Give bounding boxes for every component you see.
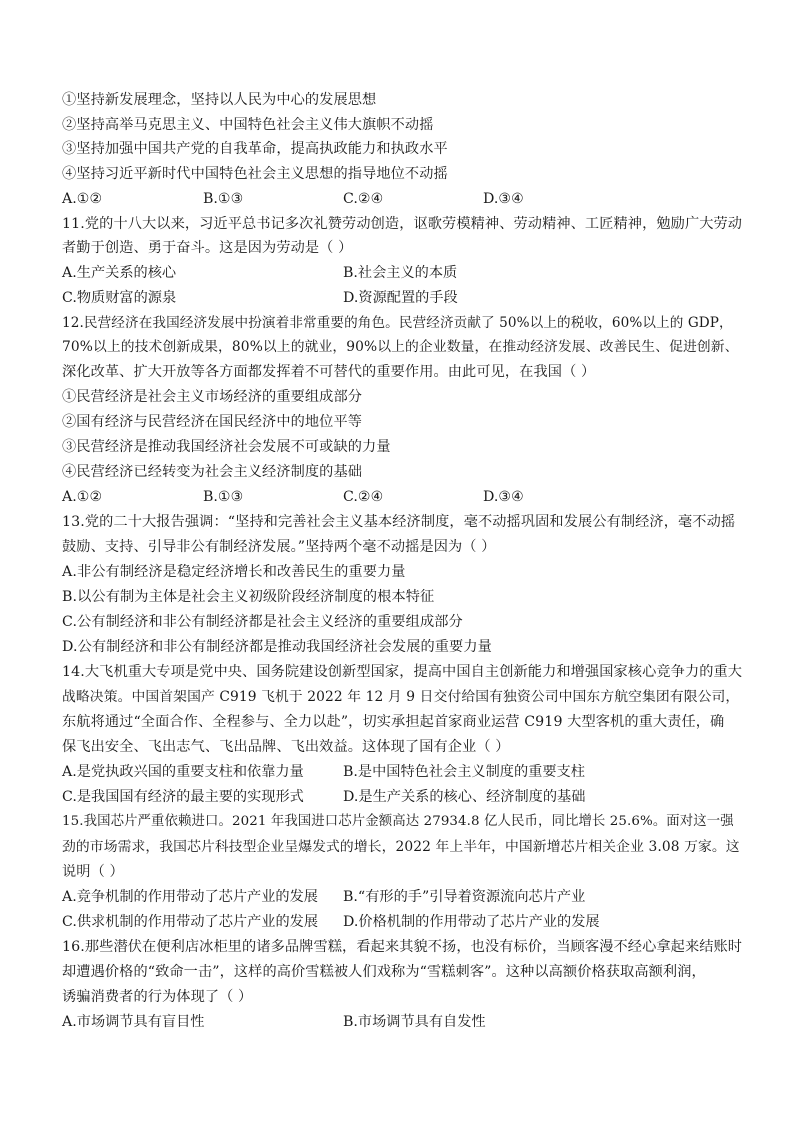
q15-option-c: C.供求机制的作用带动了芯片产业的发展 <box>62 914 319 930</box>
q11-stem-line-2: 者勤于创造、勇于奋斗。这是因为劳动是（ ） <box>62 240 353 256</box>
q13-option-a: A.非公有制经济是稳定经济增长和改善民生的重要力量 <box>62 564 406 580</box>
q16-stem-line-1: 16.那些潜伏在便利店冰柜里的诸多品牌雪糕，看起来其貌不扬，也没有标价，当顾客漫不经心拿起来结账时 <box>62 939 743 955</box>
q15-stem-line-1: 15.我国芯片严重依赖进口。2021 年我国进口芯片金额高达 27934.8 亿人民币，同比增长 25.6%。面对这一强 <box>62 814 734 829</box>
q12-statement-1: ①民营经济是社会主义市场经济的重要组成部分 <box>62 389 363 405</box>
statement-2: ②坚持高举马克思主义、中国特色社会主义伟大旗帜不动摇 <box>62 117 434 133</box>
q10-option-a: A.①② <box>62 191 103 207</box>
q11-option-d: D.资源配置的手段 <box>343 290 458 306</box>
q12-statement-4: ④民营经济已经转变为社会主义经济制度的基础 <box>62 464 363 480</box>
q15-option-b: B.“有形的手”引导着资源流向芯片产业 <box>343 889 586 905</box>
q15-option-a: A.竞争机制的作用带动了芯片产业的发展 <box>62 889 318 905</box>
q12-stem-line-3: 深化改革、扩大开放等各方面都发挥着不可替代的重要作用。由此可见，在我国（ ） <box>62 364 596 380</box>
q12-option-c: C.②④ <box>343 489 384 505</box>
q14-stem-line-1: 14.大飞机重大专项是党中央、国务院建设创新型国家，提高中国自主创新能力和增强国家核心竞争力的重大 <box>62 664 743 680</box>
q10-option-b: B.①③ <box>203 191 244 207</box>
q16-stem-line-3: 诱骗消费者的行为体现了（ ） <box>62 989 253 1005</box>
q11-option-a: A.生产关系的核心 <box>62 265 177 281</box>
q11-option-b: B.社会主义的本质 <box>343 265 458 281</box>
q15-stem-line-2: 劲的市场需求，我国芯片科技型企业呈爆发式的增长，2022 年上半年，中国新增芯片相关企业 3.08 万家。这 <box>62 839 740 855</box>
q14-option-c: C.是我国国有经济的最主要的实现形式 <box>62 789 304 805</box>
q14-stem-line-4: 保飞出安全、飞出志气、飞出品牌、飞出效益。这体现了国有企业（ ） <box>62 739 510 755</box>
statement-4: ④坚持习近平新时代中国特色社会主义思想的指导地位不动摇 <box>62 166 448 182</box>
statement-1: ①坚持新发展理念，坚持以人民为中心的发展思想 <box>62 92 377 108</box>
q13-option-c: C.公有制经济和非公有制经济都是社会主义经济的重要组成部分 <box>62 614 463 630</box>
q12-option-a: A.①② <box>62 489 103 505</box>
q13-stem-line-2: 鼓励、支持、引导非公有制经济发展。”坚持两个毫不动摇是因为（ ） <box>62 539 496 555</box>
q15-option-d: D.价格机制的作用带动了芯片产业的发展 <box>343 914 600 930</box>
q13-option-d: D.公有制经济和非公有制经济都是推动我国经济社会发展的重要力量 <box>62 639 492 655</box>
q11-stem-line-1: 11.党的十八大以来，习近平总书记多次礼赞劳动创造，讴歌劳模精神、劳动精神、工匠精神，勉励广大劳动 <box>62 216 743 232</box>
statement-3: ③坚持加强中国共产党的自我革命，提高执政能力和执政水平 <box>62 141 448 157</box>
q16-option-a: A.市场调节具有盲目性 <box>62 1014 205 1030</box>
q10-option-d: D.③④ <box>483 191 524 207</box>
q12-statement-3: ③民营经济是推动我国经济社会发展不可或缺的力量 <box>62 439 391 455</box>
q12-stem-line-2: 70%以上的技术创新成果，80%以上的就业，90%以上的企业数量，在推动经济发展、改善民生、促进创新、 <box>62 339 739 355</box>
q11-option-c: C.物质财富的源泉 <box>62 290 177 306</box>
q13-option-b: B.以公有制为主体是社会主义初级阶段经济制度的根本特征 <box>62 589 435 605</box>
q14-stem-line-2: 战略决策。中国首架国产 C919 飞机于 2022 年 12 月 9 日交付给国有独资公司中国东方航空集团有限公司， <box>62 689 740 705</box>
q14-option-b: B.是中国特色社会主义制度的重要支柱 <box>343 764 585 780</box>
q15-stem-line-3: 说明（ ） <box>62 864 124 880</box>
q16-stem-line-2: 却遭遇价格的“致命一击”，这样的高价雪糕被人们戏称为“雪糕刺客”。这种以高额价格获取高额利润， <box>62 964 706 980</box>
q14-option-d: D.是生产关系的核心、经济制度的基础 <box>343 789 586 805</box>
q14-option-a: A.是党执政兴国的重要支柱和依靠力量 <box>62 764 304 780</box>
q12-option-b: B.①③ <box>203 489 244 505</box>
q12-statement-2: ②国有经济与民营经济在国民经济中的地位平等 <box>62 414 363 430</box>
q10-option-c: C.②④ <box>343 191 384 207</box>
q12-stem-line-1: 12.民营经济在我国经济发展中扮演着非常重要的角色。民营经济贡献了 50%以上的税收，60%以上的 GDP， <box>62 315 733 331</box>
q16-option-b: B.市场调节具有自发性 <box>343 1014 486 1030</box>
q13-stem-line-1: 13.党的二十大报告强调：“坚持和完善社会主义基本经济制度，毫不动摇巩固和发展公有制经济，毫不动摇 <box>62 514 736 530</box>
q14-stem-line-3: 东航将通过“全面合作、全程参与、全力以赴”，切实承担起首家商业运营 C919 大型客机的重大责任，确 <box>62 714 725 730</box>
q12-option-d: D.③④ <box>483 489 524 505</box>
